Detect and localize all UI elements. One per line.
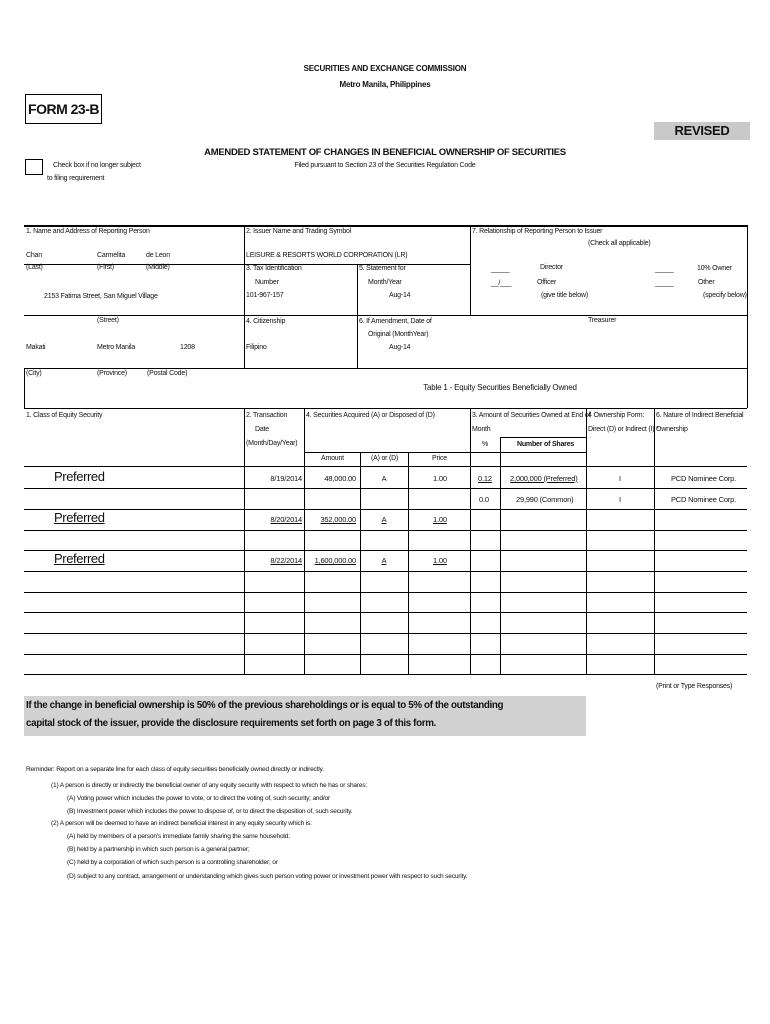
postal-code: 1208	[180, 344, 195, 351]
director-label: Director	[540, 264, 563, 271]
row1-nature: PCD Nominee Corp.	[671, 474, 736, 483]
col-pct-header: %	[482, 441, 489, 448]
officer-blank: __/___	[491, 280, 512, 287]
col-date-header-line2: Date	[255, 426, 269, 433]
province: Metro Manila	[97, 344, 136, 351]
citizenship-value: Filipino	[246, 344, 267, 351]
give-title-label: (give title below)	[541, 292, 588, 299]
notice-line2: capital stock of the issuer, provide the disclosure requirements set forth on page 3 of this form.	[26, 718, 436, 729]
citizenship-label: 4. Citizenship	[246, 318, 286, 325]
sub-amount-header: Amount	[321, 455, 344, 462]
row5-price: 1.00	[433, 556, 447, 565]
row1-class: Preferred	[54, 469, 105, 484]
reminder-intro: Reminder: Report on a separate line for each class of equity securities beneficially owned directly or indirectly.	[26, 766, 324, 773]
row5-amount: 1,600,000.00	[314, 556, 356, 565]
form-subtitle: Filed pursuant to Section 23 of the Securities Regulation Code	[294, 162, 476, 169]
row1-amount: 48,000.00	[324, 474, 356, 483]
tin-value: 101-967-157	[246, 292, 284, 299]
row2-pct: 0.0	[479, 495, 489, 504]
row5-class: Preferred	[54, 551, 105, 566]
col-nature-header-line2: Ownership	[656, 426, 688, 433]
revised-badge: REVISED	[654, 122, 750, 140]
director-blank: _____	[491, 266, 510, 273]
middle-label: (Middle)	[146, 264, 170, 271]
row3-ad: A	[381, 515, 387, 524]
row5-ad: A	[381, 556, 387, 565]
col-form-header-line2: Direct (D) or Indirect (I) *	[588, 426, 659, 433]
col-amount-header-line2: Month	[472, 426, 491, 433]
middle-name: de Leon	[146, 252, 170, 259]
city: Makati	[26, 344, 46, 351]
reminder-p2c: (C) held by a corporation of which such person is a controlling shareholder; or	[67, 859, 278, 866]
notice-line1: If the change in beneficial ownership is 50% of the previous shareholdings or is equal to 5% of the outstanding	[26, 700, 504, 711]
no-longer-subject-checkbox[interactable]	[25, 159, 43, 175]
amendment-label-line2: Original (MonthYear)	[368, 331, 429, 338]
reminder-p1a: (A) Voting power which includes the power to vote, or to direct the voting of, such security; and/or	[67, 795, 330, 802]
row3-price: 1.00	[433, 515, 447, 524]
checkbox-label-line1: Check box if no longer subject	[53, 162, 141, 169]
reporting-person-label: 1. Name and Address of Reporting Person	[26, 228, 150, 235]
amendment-value: Aug-14	[389, 344, 411, 351]
issuer-label: 2. Issuer Name and Trading Symbol	[246, 228, 352, 235]
relationship-label: 7. Relationship of Reporting Person to Issuer	[472, 228, 603, 235]
row1-pct: 0.12	[478, 474, 492, 483]
amendment-label-line1: 6. If Amendment, Date of	[359, 318, 432, 325]
issuer-name: LEISURE & RESORTS WORLD CORPORATION (LR)	[246, 252, 408, 259]
row3-class: Preferred	[54, 510, 105, 525]
last-name: Chan	[26, 252, 42, 259]
row1-ad: A	[381, 474, 387, 483]
row1-date: 8/19/2014	[270, 474, 302, 483]
row2-form: I	[619, 495, 621, 504]
row3-amount: 352,000.00	[320, 515, 356, 524]
form-title: AMENDED STATEMENT OF CHANGES IN BENEFICIAL OWNERSHIP OF SECURITIES	[204, 147, 566, 158]
checkbox-label-line2: to filing requirement	[47, 175, 105, 182]
agency-name: SECURITIES AND EXCHANGE COMMISSION	[303, 64, 467, 73]
row2-nature: PCD Nominee Corp.	[671, 495, 736, 504]
reminder-p2: (2) A person will be deemed to have an indirect beneficial interest in any equity security which is:	[51, 820, 312, 827]
reminder-p2d: (D) subject to any contract, arrangement or understanding which gives such person voting power or investment power with respect to such security.	[67, 873, 468, 880]
relationship-note: (Check all applicable)	[588, 240, 651, 247]
row3-date: 8/20/2014	[270, 515, 302, 524]
row1-shares: 2,000,000 (Preferred)	[510, 474, 578, 483]
statement-label-line1: 5. Statement for	[359, 265, 406, 272]
col-form-header-line1: 4 Ownership Form:	[588, 412, 645, 419]
officer-title: Treasurer	[588, 317, 617, 324]
street-address: 2153 Fatima Street, San Miguel Village	[44, 293, 158, 300]
col-date-header-line3: (Month/Day/Year)	[246, 440, 298, 447]
form-name: FORM 23-B	[25, 94, 102, 124]
owner-label: 10% Owner	[697, 265, 732, 272]
reminder-p1b: (B) Investment power which includes the power to dispose of, or to direct the disposition of, such security.	[67, 808, 353, 815]
first-label: (First)	[97, 264, 114, 271]
reminder-p2b: (B) held by a partnership in which such person is a general partner;	[67, 846, 250, 853]
statement-value: Aug-14	[389, 292, 411, 299]
row2-shares: 29,990 (Common)	[516, 495, 574, 504]
street-label: (Street)	[97, 317, 119, 324]
reminder-p2a: (A) held by members of a person's immediate family sharing the same household;	[67, 833, 290, 840]
reminder-p1: (1) A person is directly or indirectly the beneficial owner of any equity security with respect to which he has or shares:	[51, 782, 368, 789]
row5-date: 8/22/2014	[270, 556, 302, 565]
other-blank: _____	[655, 280, 674, 287]
notice-box	[24, 696, 586, 736]
tin-label-line2: Number	[255, 279, 279, 286]
col-nature-header-line1: 6. Nature of Indirect Beneficial	[656, 412, 744, 419]
col-class-header: 1. Class of Equity Security	[26, 412, 103, 419]
col-acquired-header: 4. Securities Acquired (A) or Disposed of (D)	[306, 412, 435, 419]
col-date-header-line1: 2. Transaction	[246, 412, 288, 419]
other-label: Other	[698, 279, 715, 286]
last-label: (Last)	[26, 264, 43, 271]
officer-label: Officer	[537, 279, 557, 286]
tin-label-line1: 3. Tax Identification	[246, 265, 302, 272]
print-note: (Print or Type Responses)	[656, 683, 733, 690]
row1-price: 1.00	[433, 474, 447, 483]
specify-label: (specify below)	[703, 292, 747, 299]
sub-price-header: Price	[432, 455, 447, 462]
city-label: (City)	[26, 370, 42, 377]
col-shares-header: Number of Shares	[517, 441, 575, 448]
table-title: Table 1 - Equity Securities Beneficially Owned	[423, 383, 577, 392]
owner-blank: _____	[655, 266, 674, 273]
first-name: Carmelita	[97, 252, 126, 259]
agency-location: Metro Manila, Philippines	[339, 80, 431, 89]
row1-form: I	[619, 474, 621, 483]
statement-label-line2: Month/Year	[368, 279, 402, 286]
sub-ad-header: (A) or (D)	[371, 455, 399, 462]
province-label: (Province)	[97, 370, 127, 377]
postal-label: (Postal Code)	[147, 370, 188, 377]
col-amount-header-line1: 3. Amount of Securities Owned at End of	[472, 412, 591, 419]
